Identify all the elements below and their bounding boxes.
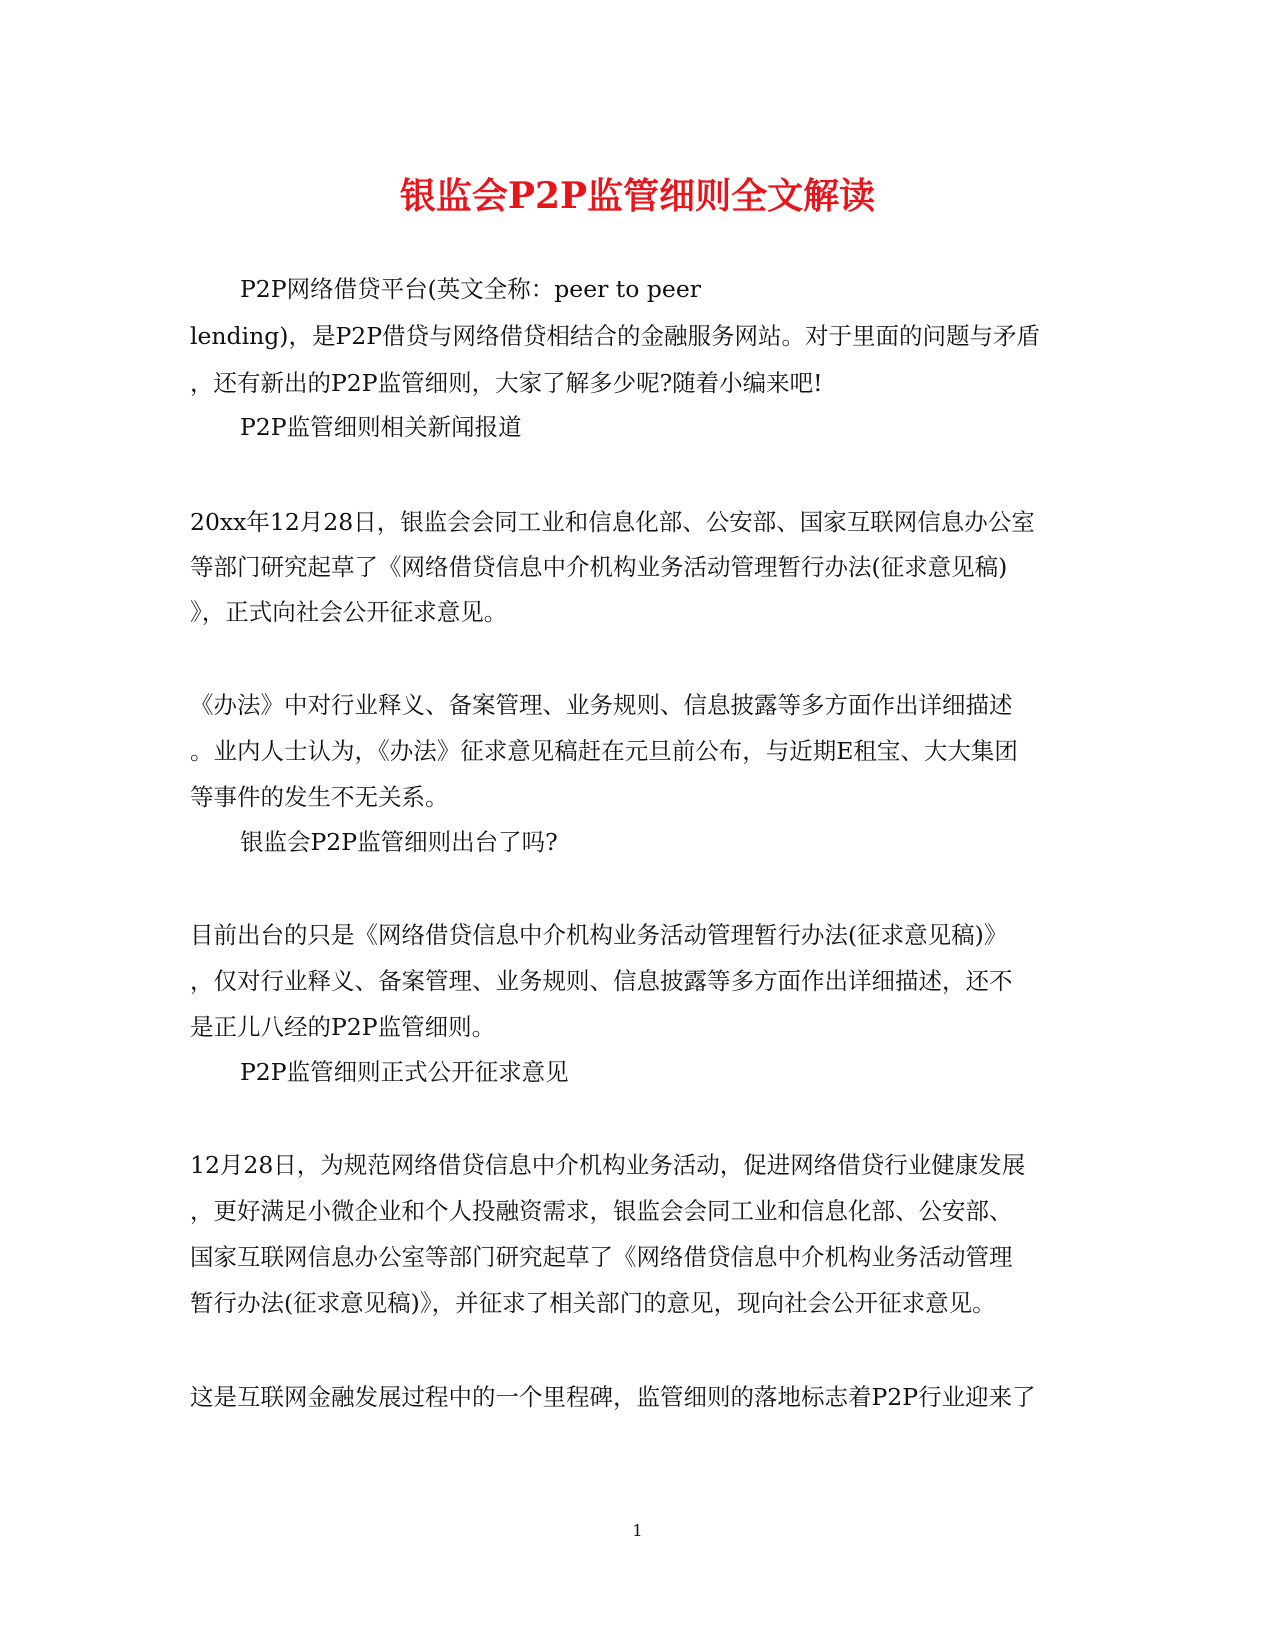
body-line: 20xx年12月28日，银监会会同工业和信息化部、公安部、国家互联网信息办公室 [190,508,1035,536]
body-line: 12月28日，为规范网络借贷信息中介机构业务活动，促进网络借贷行业健康发展 [190,1151,1026,1179]
body-line: ，还有新出的P2P监管细则，大家了解多少呢?随着小编来吧! [190,369,823,397]
body-line: 等事件的发生不无关系。 [190,783,449,811]
body-line: 暂行办法(征求意见稿)》，并征求了相关部门的意见，现向社会公开征求意见。 [190,1289,996,1317]
section-heading: 银监会P2P监管细则出台了吗? [240,828,558,856]
page-number: 1 [632,1521,643,1540]
body-line: 《办法》中对行业释义、备案管理、业务规则、信息披露等多方面作出详细描述 [190,691,1013,719]
body-line: ，仅对行业释义、备案管理、业务规则、信息披露等多方面作出详细描述，还不 [190,967,1013,995]
body-line: 这是互联网金融发展过程中的一个里程碑，监管细则的落地标志着P2P行业迎来了 [190,1383,1036,1411]
section-heading: P2P监管细则相关新闻报道 [240,413,522,441]
body-line: 等部门研究起草了《网络借贷信息中介机构业务活动管理暂行办法(征求意见稿) [190,553,1008,581]
body-line: 。业内人士认为，《办法》征求意见稿赶在元旦前公布，与近期E租宝、大大集团 [190,737,1018,765]
document-title: 银监会P2P监管细则全文解读 [399,175,876,217]
body-line: 目前出台的只是《网络借贷信息中介机构业务活动管理暂行办法(征求意见稿)》 [190,921,1008,949]
body-line: 是正儿八经的P2P监管细则。 [190,1013,496,1041]
body-line: lending)，是P2P借贷与网络借贷相结合的金融服务网站。对于里面的问题与矛盾 [190,322,1041,350]
body-line: 》，正式向社会公开征求意见。 [190,598,508,626]
body-line: ，更好满足小微企业和个人投融资需求，银监会会同工业和信息化部、公安部、 [190,1197,1013,1225]
body-line: 国家互联网信息办公室等部门研究起草了《网络借贷信息中介机构业务活动管理 [190,1243,1013,1271]
section-heading: P2P监管细则正式公开征求意见 [240,1058,569,1086]
body-line: P2P网络借贷平台(英文全称：peer to peer [240,275,701,303]
